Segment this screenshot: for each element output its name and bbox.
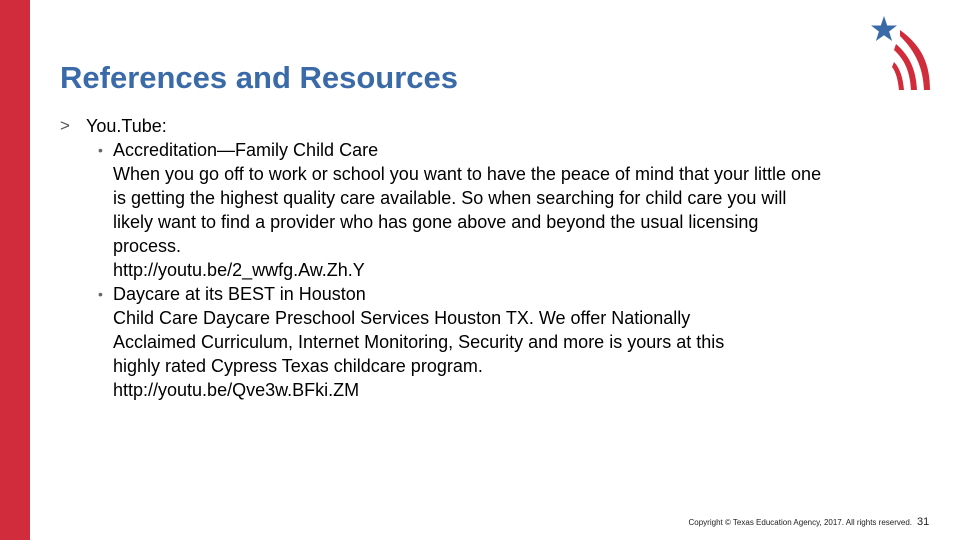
copyright-text: Copyright © Texas Education Agency, 2017. All rights reserved. (688, 518, 912, 527)
sub-item-title: Accreditation—Family Child Care (113, 140, 379, 160)
bullet-icon: • (98, 142, 103, 158)
page-number: 31 (917, 516, 930, 528)
left-accent-bar (0, 0, 30, 540)
video-link[interactable]: http://youtu.be/2_wwfg.Aw.Zh.Y (113, 260, 365, 280)
list-item-label: You.Tube: (86, 116, 167, 136)
description-line: When you go off to work or school you want to have the peace of mind that your little one (113, 164, 822, 184)
logo-stripe-small (892, 62, 904, 90)
sub-item-title: Daycare at its BEST in Houston (113, 284, 366, 304)
bullet-icon: • (98, 286, 103, 302)
description-line: Child Care Daycare Preschool Services Houston TX. We offer Nationally (113, 308, 691, 328)
sub-list-item (60, 282, 920, 402)
description-line: likely want to find a provider who has gone above and beyond the usual licensing (113, 212, 759, 232)
description-line: highly rated Cypress Texas childcare program. (113, 356, 483, 376)
chevron-right-icon: > (60, 116, 70, 135)
logo-star (871, 16, 897, 41)
description-line: process. (113, 236, 182, 256)
description-line: Acclaimed Curriculum, Internet Monitoring, Security and more is yours at this (113, 332, 725, 352)
description-line: is getting the highest quality care available. So when searching for child care you will (113, 188, 787, 208)
video-link[interactable]: http://youtu.be/Qve3w.BFki.ZM (113, 380, 360, 400)
content-list (60, 114, 920, 402)
list-item (60, 114, 920, 138)
sub-list-item (60, 138, 920, 282)
star-flag-logo-icon (866, 12, 938, 94)
slide-title: References and Resources (60, 60, 459, 95)
